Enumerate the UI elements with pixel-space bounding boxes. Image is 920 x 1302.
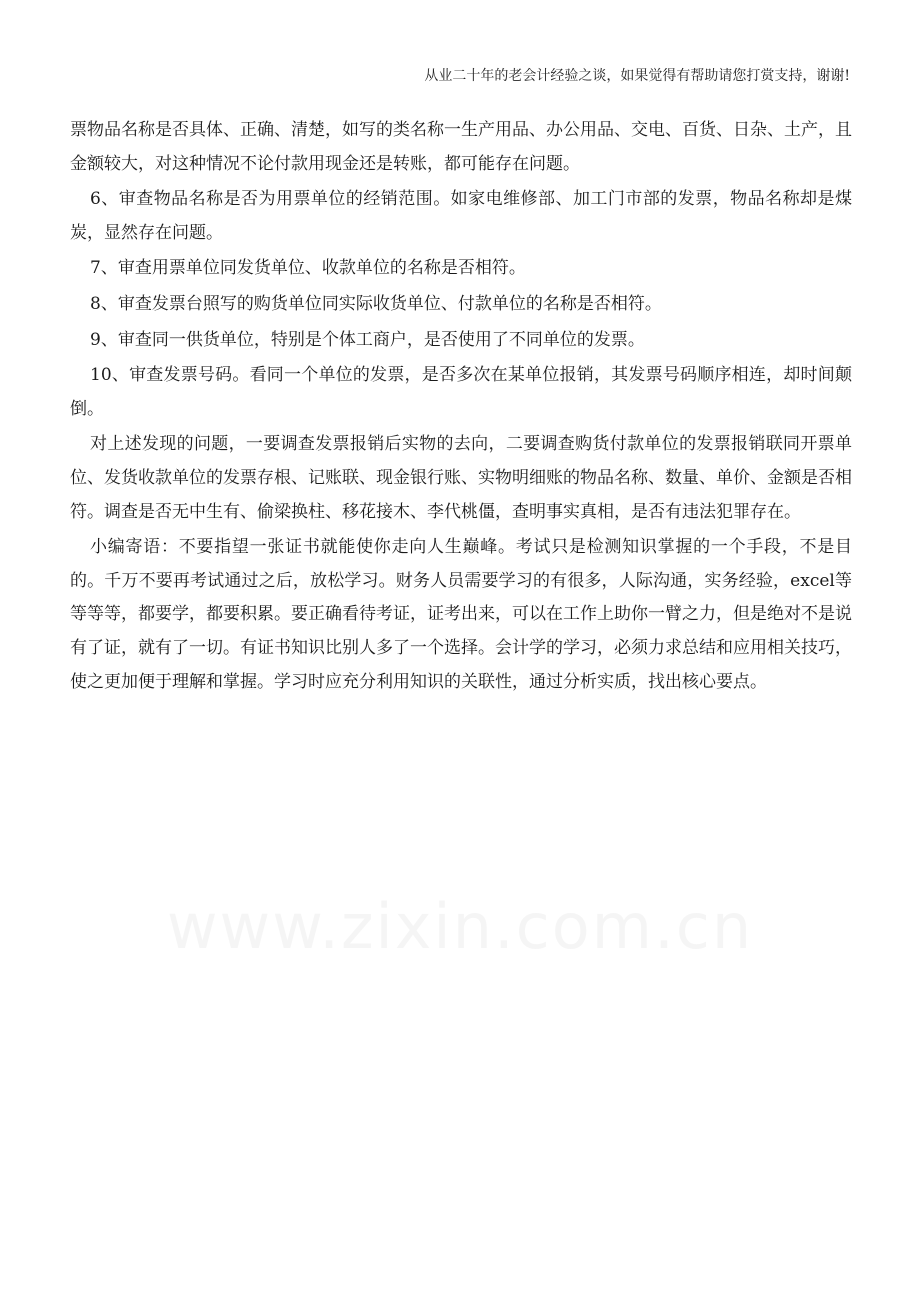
document-body bbox=[70, 114, 852, 701]
paragraph-item-7: 7、审查用票单位同发货单位、收款单位的名称是否相符。 bbox=[90, 258, 526, 279]
header-note: 从业二十年的老会计经验之谈，如果觉得有帮助请您打赏支持，谢谢! bbox=[424, 68, 850, 84]
paragraph-investigation: 对上述发现的问题，一要调查发票报销后实物的去向，二要调查购货付款单位的发票报销联同开票单位、发货收款单位的发票存根、记账联、现金银行账、实物明细账的物品名称、数量、单价、金额是否相符。调查是否无中生有、偷梁换柱、移花接木、李代桃僵，查明事实真相，是否有违法犯罪存在。 bbox=[70, 434, 852, 522]
paragraph-item-8: 8、审查发票台照写的购货单位同实际收货单位、付款单位的名称是否相符。 bbox=[90, 293, 662, 314]
paragraph-continuation: 票物品名称是否具体、正确、清楚，如写的类名称一生产用品、办公用品、交电、百货、日杂、土产，且金额较大，对这种情况不论付款用现金还是转账，都可能存在问题。 bbox=[70, 120, 852, 174]
paragraph-item-10: 10、审查发票号码。看同一个单位的发票，是否多次在某单位报销，其发票号码顺序相连，却时间颠倒。 bbox=[70, 365, 852, 419]
paragraph-editor-note: 小编寄语：不要指望一张证书就能使你走向人生巅峰。考试只是检测知识掌握的一个手段，不是目的。千万不要再考试通过之后，放松学习。财务人员需要学习的有很多，人际沟通，实务经验，excel等等等等，都要学，都要积累。要正确看待考证，证考出来，可以在工作上助你一臂之力，但是绝对不是说有了证，就有了一切。有证书知识比别人多了一个选择。会计学的学习，必须力求总结和应用相关技巧，使之更加便于理解和掌握。学习时应充分利用知识的关联性，通过分析实质，找出核心要点。 bbox=[70, 537, 852, 692]
paragraph-item-9: 9、审查同一供货单位，特别是个体工商户，是否使用了不同单位的发票。 bbox=[90, 329, 645, 350]
watermark: www.zixin.com.cn bbox=[166, 890, 754, 963]
paragraph-item-6: 6、审查物品名称是否为用票单位的经销范围。如家电维修部、加工门市部的发票，物品名称却是煤炭，显然存在问题。 bbox=[70, 189, 852, 243]
